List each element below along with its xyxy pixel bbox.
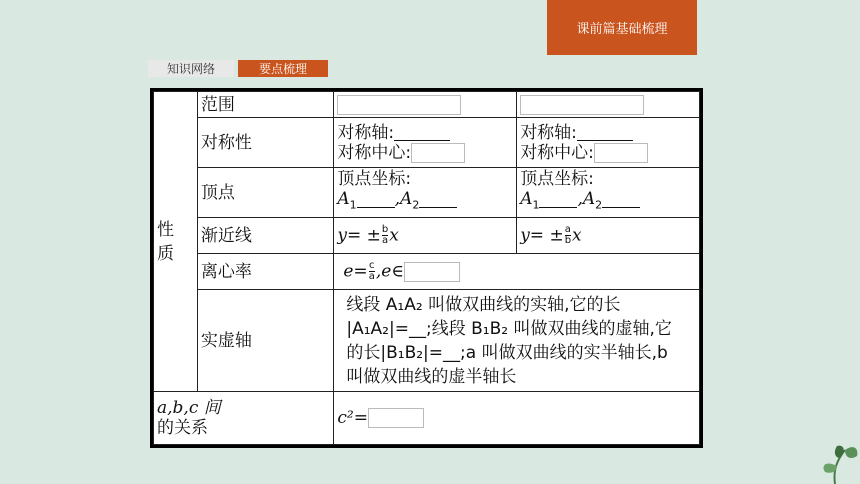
symmetry-cell-1 — [334, 118, 517, 168]
properties-panel — [150, 88, 703, 448]
fraction-denominator: a — [381, 235, 389, 246]
fraction-numerator: a — [564, 224, 571, 235]
tab-knowledge-network[interactable] — [148, 60, 234, 77]
axes-line-4: 叫做双曲线的虚半轴长 — [346, 366, 517, 387]
answer-blank[interactable] — [594, 143, 648, 163]
asymptote-fraction — [382, 225, 388, 246]
relation-label-cell — [154, 392, 334, 445]
table-row-vertex — [154, 168, 700, 218]
section-header-title: 课前篇基础梳理 — [576, 22, 668, 37]
answer-blank[interactable] — [357, 191, 395, 208]
symmetry-center-label: 对称中心: — [520, 142, 594, 163]
table-row-axes — [154, 290, 700, 392]
table-row-eccentricity — [154, 254, 700, 290]
row-label-axes: 实虚轴 — [197, 290, 334, 392]
row-label-vertex: 顶点 — [197, 168, 334, 218]
vertex-sub-1: 1 — [349, 198, 357, 212]
vertex-sub-1: 1 — [532, 198, 540, 212]
vertex-comma-a: ,A — [577, 189, 596, 210]
asymptote-cell-2 — [517, 218, 700, 254]
answer-blank[interactable] — [411, 143, 465, 163]
hyperbola-properties-table — [153, 91, 700, 445]
row-label-range: 范围 — [197, 92, 334, 118]
answer-blank[interactable] — [368, 408, 424, 428]
vertex-cell-2 — [517, 168, 700, 218]
fraction-denominator: a — [368, 271, 375, 282]
vertex-sub-2: 2 — [595, 198, 603, 212]
table-row-symmetry — [154, 118, 700, 168]
vertex-coord-label: 顶点坐标: — [337, 169, 412, 190]
vertex-comma-a: ,A — [394, 189, 413, 210]
answer-blank[interactable] — [602, 191, 640, 208]
row-label-eccentricity: 离心率 — [197, 254, 334, 290]
relation-label-line-1: a,b,c 间 — [157, 398, 221, 418]
relation-formula: c²= — [337, 408, 368, 428]
fraction-numerator: c — [369, 260, 375, 271]
table-row-relation — [154, 392, 700, 445]
range-answer-cell-1 — [334, 92, 517, 118]
section-header — [547, 0, 697, 55]
tab-label: 知识网络 — [166, 62, 215, 76]
symmetry-axis-label: 对称轴: — [520, 122, 577, 143]
asymptote-prefix: y= ± — [337, 225, 381, 246]
table-row-asymptote — [154, 218, 700, 254]
table-row-range — [154, 92, 700, 118]
axes-line-2: |A₁A₂|=__;线段 B₁B₂ 叫做双曲线的虚轴,它 — [346, 318, 672, 339]
vertex-coord-label: 顶点坐标: — [520, 169, 594, 190]
symmetry-axis-label: 对称轴: — [337, 122, 395, 143]
answer-blank[interactable] — [539, 191, 577, 208]
asymptote-suffix: x — [572, 225, 582, 246]
asymptote-prefix: y= ± — [520, 225, 564, 246]
leaf-decoration-icon — [795, 400, 860, 484]
asymptote-suffix: x — [389, 225, 399, 246]
eccentricity-prefix: e= — [343, 261, 368, 282]
row-label-symmetry: 对称性 — [197, 118, 334, 168]
relation-label-line-2: 的关系 — [157, 418, 208, 438]
symmetry-center-label: 对称中心: — [337, 142, 412, 163]
vertex-a: A — [520, 189, 533, 210]
answer-blank[interactable] — [577, 124, 633, 141]
axes-line-3: 的长|B₁B₂|=__;a 叫做双曲线的实半轴长,b — [346, 342, 668, 363]
answer-blank[interactable] — [520, 95, 644, 115]
property-label: 性质 — [157, 219, 174, 264]
vertex-sub-2: 2 — [412, 198, 420, 212]
answer-blank[interactable] — [394, 124, 450, 141]
symmetry-cell-2 — [517, 118, 700, 168]
asymptote-cell-1 — [334, 218, 517, 254]
fraction-numerator: b — [381, 224, 389, 235]
asymptote-fraction — [565, 225, 571, 246]
answer-blank[interactable] — [337, 95, 461, 115]
answer-blank[interactable] — [419, 191, 457, 208]
row-label-asymptote: 渐近线 — [197, 218, 334, 254]
tab-label: 要点梳理 — [258, 62, 307, 76]
property-label-cell — [154, 92, 198, 392]
vertex-a: A — [337, 189, 350, 210]
eccentricity-suffix: ,e∈ — [375, 261, 404, 282]
fraction-denominator: b — [564, 235, 572, 246]
axes-description-cell — [334, 290, 700, 392]
relation-formula-cell — [334, 392, 700, 445]
eccentricity-cell — [334, 254, 700, 290]
axes-line-1: 线段 A₁A₂ 叫做双曲线的实轴,它的长 — [346, 294, 621, 315]
eccentricity-fraction — [369, 261, 375, 282]
range-answer-cell-2 — [517, 92, 700, 118]
answer-blank[interactable] — [404, 262, 460, 282]
vertex-cell-1 — [334, 168, 517, 218]
tab-key-points[interactable] — [238, 60, 328, 77]
